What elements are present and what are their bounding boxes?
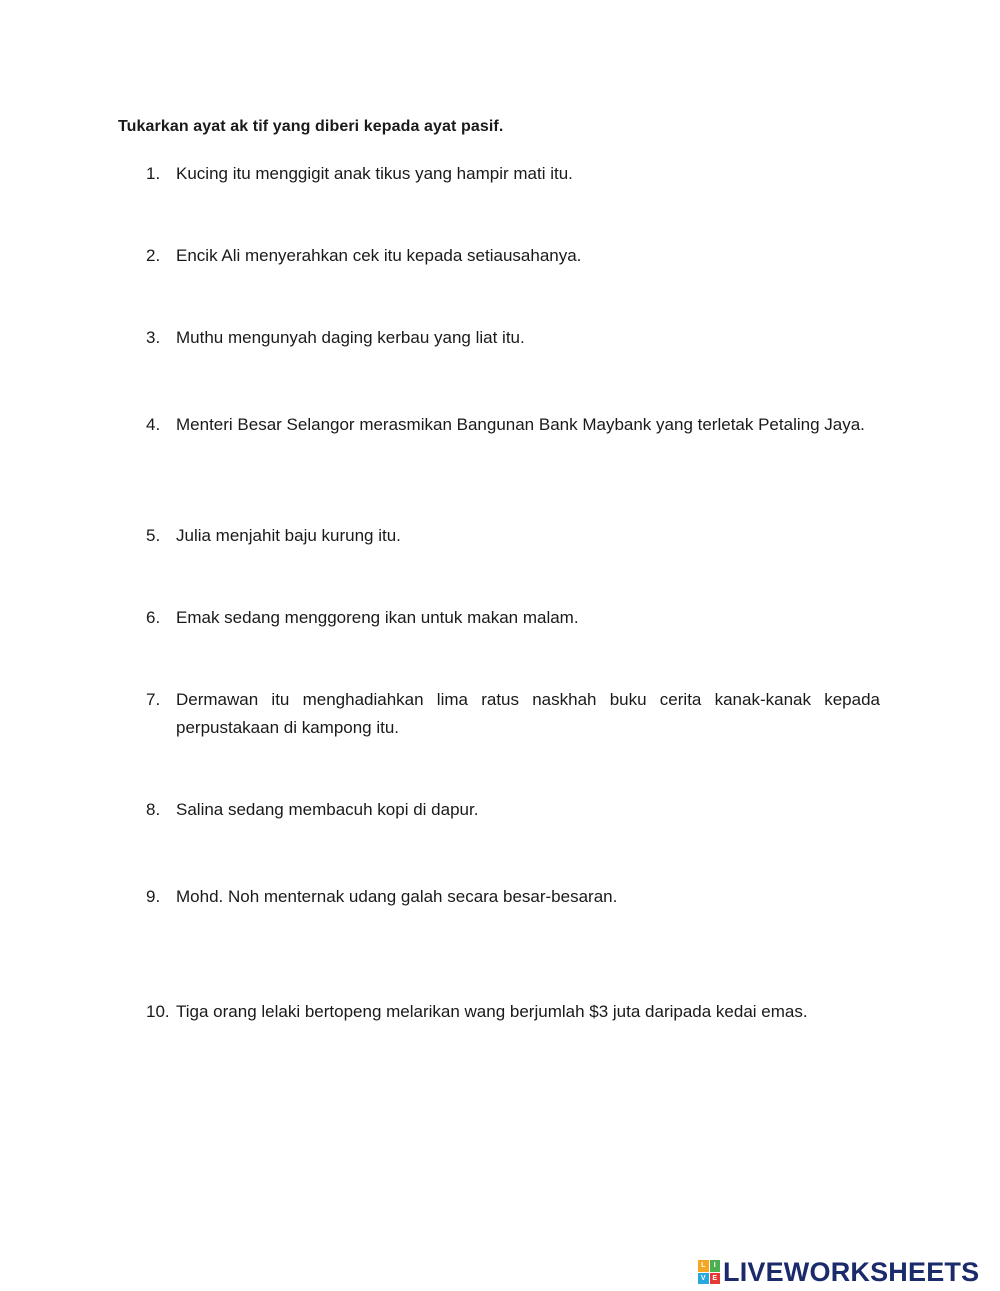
question-text: Emak sedang menggoreng ikan untuk makan malam. xyxy=(176,608,579,627)
question-number: 8. xyxy=(146,800,161,819)
question-item xyxy=(146,242,880,270)
question-number: 6. xyxy=(146,608,161,627)
question-item xyxy=(146,324,880,352)
question-item xyxy=(146,411,880,439)
question-item xyxy=(146,796,880,824)
question-item xyxy=(146,522,880,550)
question-number: 10. xyxy=(146,1002,170,1021)
question-text: Dermawan itu menghadiahkan lima ratus naskhah buku cerita kanak-kanak kepada perpustakaan di kampong itu. xyxy=(176,690,880,737)
question-number: 7. xyxy=(146,690,161,709)
question-text: Tiga orang lelaki bertopeng melarikan wang berjumlah $3 juta daripada kedai emas. xyxy=(176,1002,808,1021)
question-text: Mohd. Noh menternak udang galah secara besar-besaran. xyxy=(176,887,618,906)
question-number: 3. xyxy=(146,328,161,347)
question-text: Salina sedang membacuh kopi di dapur. xyxy=(176,800,479,819)
question-item xyxy=(146,686,880,742)
question-text: Menteri Besar Selangor merasmikan Bangunan Bank Maybank yang terletak Petaling Jaya. xyxy=(176,415,865,434)
instruction-heading: Tukarkan ayat ak tif yang diberi kepada ayat pasif. xyxy=(118,118,504,135)
question-text: Julia menjahit baju kurung itu. xyxy=(176,526,401,545)
question-item xyxy=(146,883,880,911)
question-item xyxy=(146,604,880,632)
question-item xyxy=(146,160,880,188)
question-number: 1. xyxy=(146,164,161,183)
logo-text: LIVEWORKSHEETS xyxy=(723,1256,980,1287)
liveworksheets-logo xyxy=(698,1258,979,1286)
question-item xyxy=(146,998,880,1026)
question-number: 5. xyxy=(146,526,161,545)
question-text: Kucing itu menggigit anak tikus yang hampir mati itu. xyxy=(176,164,573,183)
question-text: Encik Ali menyerahkan cek itu kepada setiausahanya. xyxy=(176,246,582,265)
question-number: 2. xyxy=(146,246,161,265)
question-number: 4. xyxy=(146,415,161,434)
liveworksheets-logo-icon: L I V E xyxy=(698,1260,720,1284)
question-number: 9. xyxy=(146,887,161,906)
question-text: Muthu mengunyah daging kerbau yang liat itu. xyxy=(176,328,525,347)
